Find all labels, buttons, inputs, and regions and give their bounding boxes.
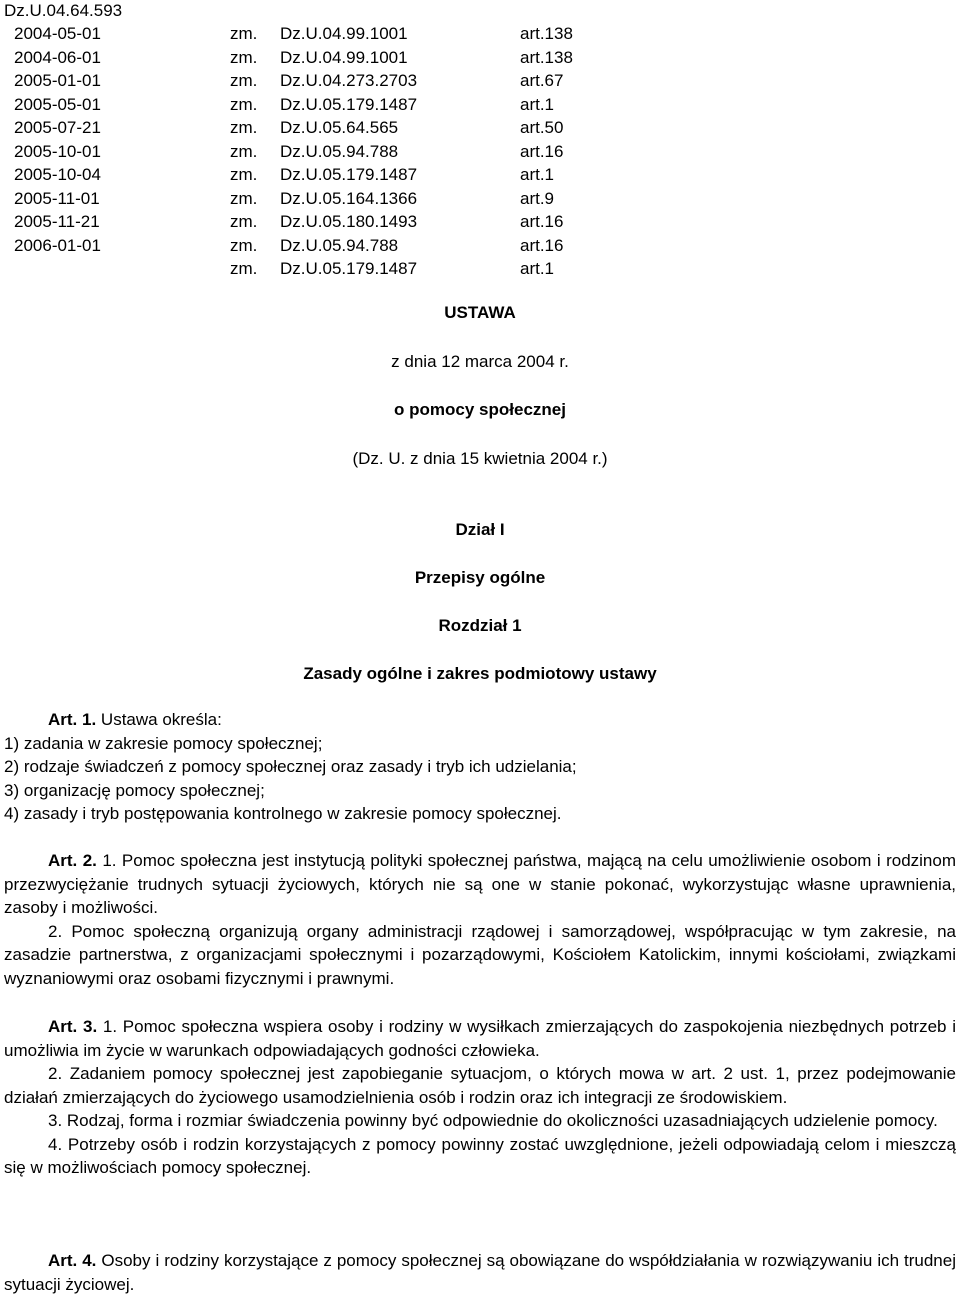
amendment-date: 2006-01-01 xyxy=(14,235,101,255)
amendment-ref: Dz.U.05.64.565 xyxy=(280,118,399,137)
amendment-art: art.1 xyxy=(520,165,555,184)
amendment-art: art.1 xyxy=(520,94,555,114)
list-item: 3) organizację pomocy społecznej; xyxy=(4,780,265,800)
amendment-ref: Dz.U.05.179.1487 xyxy=(280,94,418,114)
amendment-date: 2005-05-01 xyxy=(14,94,101,114)
article-intro xyxy=(4,708,956,732)
amendment-type: zm. xyxy=(230,235,258,255)
article-text: 2. Zadaniem pomocy społecznej jest zapobieganie sytuacjom, o których mowa w art. 2 ust. 1, przez podejmowanie działań zmierzających do życiowego usamodzielnienia osób i rodzin oraz ich integracji ze środowiskiem. xyxy=(4,1064,956,1107)
article-paragraph xyxy=(4,1109,956,1133)
amendment-date: 2004-05-01 xyxy=(14,24,101,43)
amendment-art: art.50 xyxy=(520,118,564,137)
amendment-date: 2005-07-21 xyxy=(14,118,101,137)
division-heading: Dział I xyxy=(455,520,505,539)
amendment-type: zm. xyxy=(230,212,258,231)
article-text: 3. Rodzaj, forma i rozmiar świadczenia powinny być odpowiednie do okoliczności uzasadniających udzielenie pomocy. xyxy=(48,1111,938,1130)
amendment-date: 2005-10-04 xyxy=(14,165,101,184)
amendment-date: 2005-11-01 xyxy=(14,188,100,208)
amendment-ref: Dz.U.04.99.1001 xyxy=(280,24,408,43)
amendment-type: zm. xyxy=(230,24,258,43)
act-date: z dnia 12 marca 2004 r. xyxy=(391,352,569,371)
amendment-art: art.16 xyxy=(520,212,564,231)
amendment-art: art.1 xyxy=(520,259,555,278)
amendment-art: art.138 xyxy=(520,24,573,43)
amendment-art: art.9 xyxy=(520,188,555,208)
amendment-ref: Dz.U.05.164.1366 xyxy=(280,188,418,208)
article-text: Ustawa określa: xyxy=(96,710,222,729)
act-subject: o pomocy społecznej xyxy=(394,400,566,419)
amendment-type: zm. xyxy=(230,47,258,67)
amendment-ref: Dz.U.05.179.1487 xyxy=(280,259,418,278)
article-paragraph xyxy=(4,920,956,991)
amendment-date: 2005-11-21 xyxy=(14,212,100,231)
amendment-type: zm. xyxy=(230,118,258,137)
list-item: 2) rodzaje świadczeń z pomocy społecznej oraz zasady i tryb ich udzielania; xyxy=(4,757,577,776)
act-publication: (Dz. U. z dnia 15 kwietnia 2004 r.) xyxy=(352,449,608,468)
amendment-type: zm. xyxy=(230,71,258,90)
amendment-ref: Dz.U.05.94.788 xyxy=(280,141,399,161)
amendment-ref: Dz.U.05.180.1493 xyxy=(280,212,418,231)
amendment-date: 2005-01-01 xyxy=(14,71,101,90)
article-text: 1. Pomoc społeczna wspiera osoby i rodziny w wysiłkach zmierzających do zaspokojenia niezbędnych potrzeb i umożliwia im życie w warunkach odpowiadających godności człowieka. xyxy=(4,1017,956,1060)
amendment-ref: Dz.U.04.99.1001 xyxy=(280,47,408,67)
article-text: Osoby i rodziny korzystające z pomocy społecznej są obowiązane do współdziałania w rozwiązywaniu ich trudnej sytuacji życiowej. xyxy=(4,1251,956,1294)
article-paragraph xyxy=(4,1249,956,1296)
amendment-type: zm. xyxy=(230,94,258,114)
amendment-date: 2004-06-01 xyxy=(14,47,101,67)
amendment-type: zm. xyxy=(230,188,258,208)
article-label: Art. 3. xyxy=(48,1017,98,1036)
amendment-ref: Dz.U.05.94.788 xyxy=(280,235,399,255)
amendment-ref: Dz.U.04.273.2703 xyxy=(280,71,418,90)
chapter-heading: Rozdział 1 xyxy=(438,616,522,635)
article-paragraph xyxy=(4,1015,956,1062)
list-item: 4) zasady i tryb postępowania kontrolnego w zakresie pomocy społecznej. xyxy=(4,804,562,823)
act-title: USTAWA xyxy=(444,303,516,322)
article-1 xyxy=(4,708,956,826)
amendment-art: art.67 xyxy=(520,71,564,90)
article-paragraph xyxy=(4,1062,956,1109)
chapter-title: Zasady ogólne i zakres podmiotowy ustawy xyxy=(303,664,657,683)
document-id: Dz.U.04.64.593 xyxy=(4,1,123,20)
article-text: 2. Pomoc społeczną organizują organy administracji rządowej i samorządowej, współpracując w tym zakresie, na zasadzie partnerstwa, z organizacjami społecznymi i pozarządowymi, Kościołem Katolickim, innymi kościołami, związkami wyznaniowymi oraz osobami fizycznymi i prawnymi. xyxy=(4,921,956,988)
amendment-art: art.16 xyxy=(520,235,564,255)
amendment-art: art.138 xyxy=(520,47,573,67)
article-text: 4. Potrzeby osób i rodzin korzystających z pomocy powinny zostać uwzględnione, jeżeli odpowiadają celom i mieszczą się w możliwościach pomocy społecznej. xyxy=(4,1134,956,1177)
division-title: Przepisy ogólne xyxy=(414,568,546,587)
article-4 xyxy=(4,1249,956,1296)
article-label: Art. 2. xyxy=(48,851,97,870)
article-label: Art. 4. xyxy=(48,1251,97,1270)
amendment-art: art.16 xyxy=(520,141,564,161)
list-item: 1) zadania w zakresie pomocy społecznej; xyxy=(4,733,323,753)
amendment-type: zm. xyxy=(230,259,258,278)
article-3 xyxy=(4,1015,956,1180)
article-text: 1. Pomoc społeczna jest instytucją polityki społecznej państwa, mającą na celu umożliwienie osobom i rodzinom przezwyciężanie trudnych sytuacji życiowych, których nie są one w stanie pokonać, wykorzystując własne uprawnienia, zasoby i możliwości. xyxy=(4,851,956,917)
amendment-date: 2005-10-01 xyxy=(14,141,101,161)
amendment-type: zm. xyxy=(230,165,258,184)
article-paragraph xyxy=(4,1133,956,1180)
article-2 xyxy=(4,849,956,990)
article-paragraph xyxy=(4,849,956,920)
amendment-ref: Dz.U.05.179.1487 xyxy=(280,165,418,184)
amendment-type: zm. xyxy=(230,141,258,161)
article-label: Art. 1. xyxy=(48,710,97,729)
